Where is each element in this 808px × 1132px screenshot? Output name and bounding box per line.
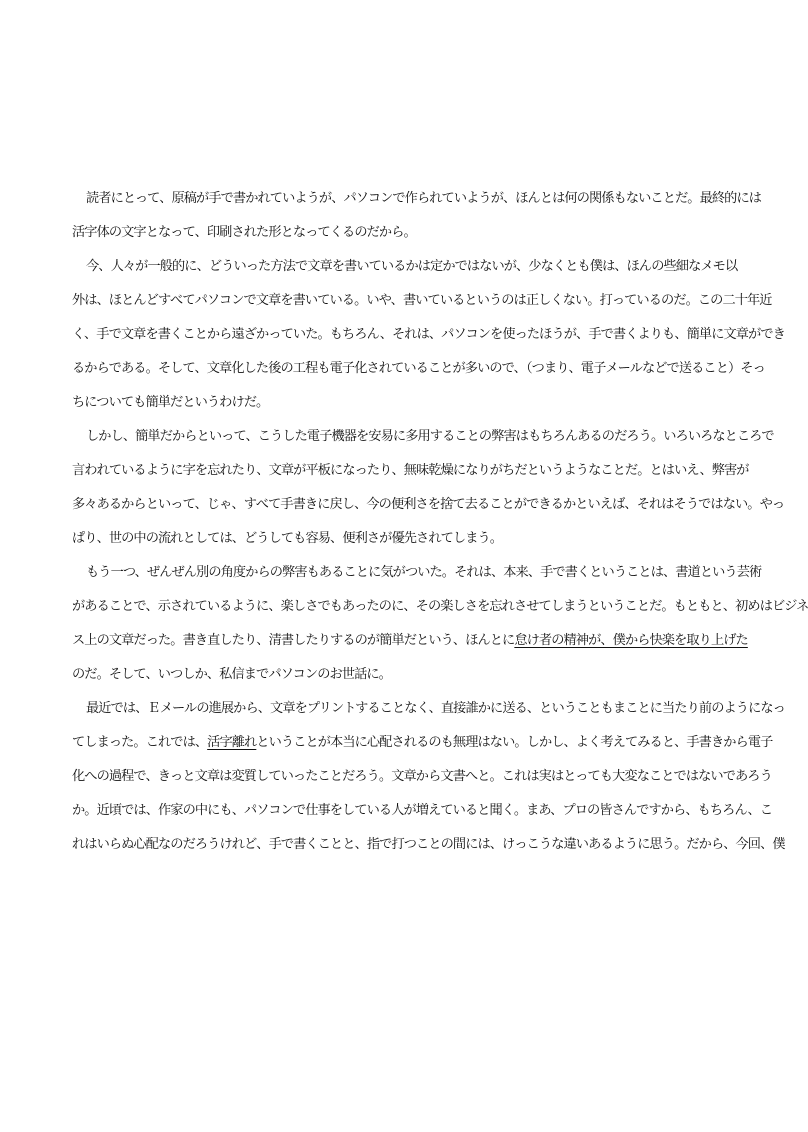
text-line: 読者にとって、原稿が手で書かれていようが、パソコンで作られていようが、ほんとは何の関係もないことだ。最終的には — [86, 191, 762, 206]
text-line: 活字体の文字となって、印刷された形となってくるのだから。 — [72, 225, 416, 240]
underlined-phrase: 活字離れ — [207, 735, 257, 750]
text-line: るからである。そして、文章化した後の工程も電子化されていることが多いので、（つまり、電子メールなどで送ること）そっ — [72, 361, 765, 376]
text-line: もう一つ、ぜんぜん別の角度からの弊害もあることに気がついた。それは、本来、手で書くということは、書道という芸術 — [86, 565, 762, 580]
text-line: 外は、ほとんどすべてパソコンで文章を書いている。いや、書いているというのは正しくない。打っているのだ。この二十年近 — [72, 293, 772, 308]
underlined-phrase: 怠け者の精神が、僕から快楽を取り上げた — [514, 633, 748, 648]
text-line: 言われているように字を忘れたり、文章が平板になったり、無味乾燥になりがちだというようなことだ。とはいえ、弊害が — [72, 463, 749, 478]
text-line: ぱり、世の中の流れとしては、どうしても容易、便利さが優先されてしまう。 — [72, 531, 503, 546]
text-segment: ス上の文章だった。書き直したり、清書したりするのが簡単だという、ほんとに — [72, 633, 515, 648]
text-line: れはいらぬ心配なのだろうけれど、手で書くことと、指で打つことの間には、けっこうな違いあるように思う。だから、今回、僕 — [72, 837, 785, 852]
text-line: があることで、示されているように、楽しさでもあったのに、その楽しさを忘れさせてしまうということだ。もともと、初めはビジネ — [72, 599, 808, 614]
text-segment: てしまった。これでは、 — [72, 735, 208, 750]
text-line: のだ。そして、いつしか、私信までパソコンのお世話に。 — [72, 667, 391, 682]
text-line: ちについても簡単だというわけだ。 — [72, 395, 269, 410]
text-line: 最近では、Ｅメールの進展から、文章をプリントすることなく、直接誰かに送る、ということもまことに当たり前のようになっ — [86, 701, 785, 716]
text-line: 多々あるからといって、じゃ、すべて手書きに戻し、今の便利さを捨て去ることができるかといえば、それはそうではない。やっ — [72, 497, 785, 512]
text-line — [72, 726, 773, 760]
text-line: く、手で文章を書くことから遠ざかっていた。もちろん、それは、パソコンを使ったほうが、手で書くよりも、簡単に文章ができ — [72, 327, 785, 342]
text-line: か。近頃では、作家の中にも、パソコンで仕事をしている人が増えていると聞く。まあ、プロの皆さんですから、もちろん、こ — [72, 803, 773, 818]
text-line: しかし、簡単だからといって、こうした電子機器を安易に多用することの弊害はもちろんあるのだろう。いろいろなところで — [86, 429, 774, 444]
essay-body — [72, 182, 808, 862]
text-line — [72, 624, 748, 658]
text-line: 今、人々が一般的に、どういった方法で文章を書いているかは定かではないが、少なくとも僕は、ほんの些細なメモ以 — [86, 259, 738, 274]
text-line: 化への過程で、きっと文章は変質していったことだろう。文章から文書へと。これは実はとっても大変なことではないであろう — [72, 769, 772, 784]
text-segment: ということが本当に心配されるのも無理はない。しかし、よく考えてみると、手書きから電子 — [256, 735, 773, 750]
